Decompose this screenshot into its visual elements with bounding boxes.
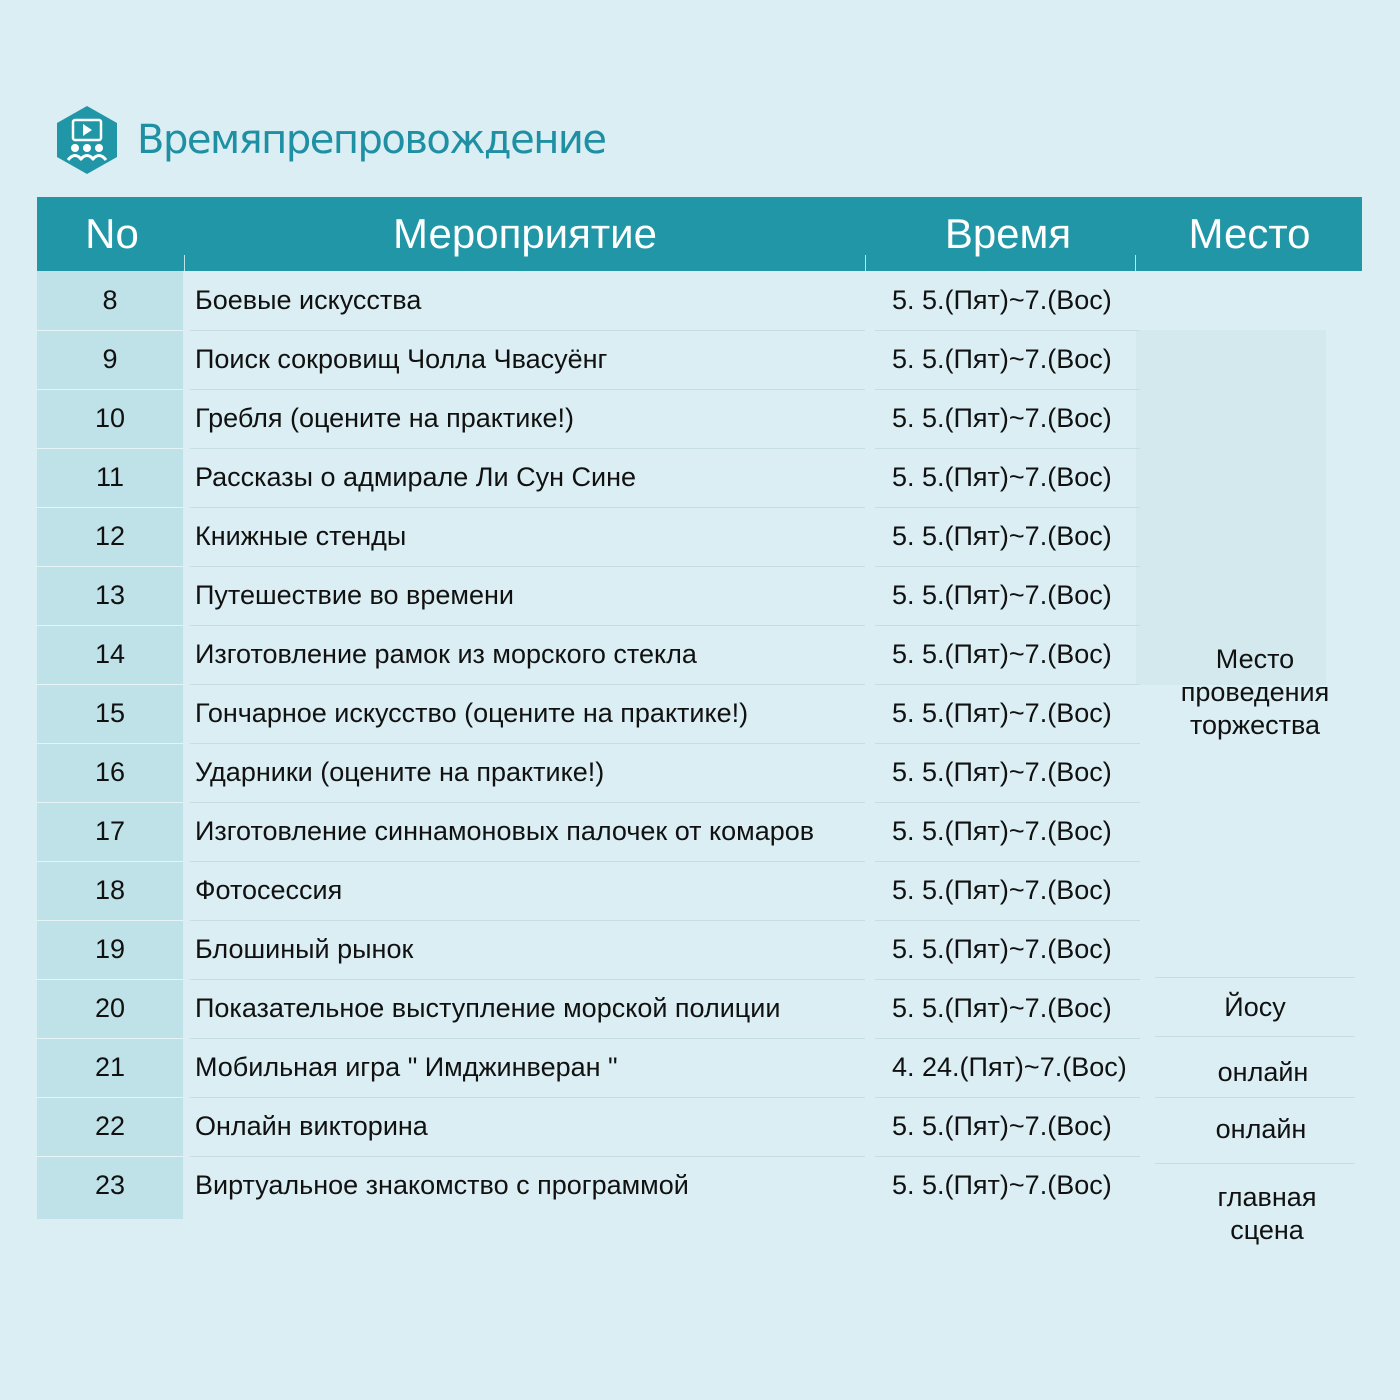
row-divider <box>190 1038 865 1039</box>
event-time: 5. 5.(Пят)~7.(Вос) <box>892 639 1112 669</box>
place-line: торжества <box>1189 710 1321 740</box>
event-time: 4. 24.(Пят)~7.(Вос) <box>892 1052 1127 1082</box>
event-name: Боевые искусства <box>195 285 422 315</box>
row-divider <box>37 389 183 390</box>
row-number: 16 <box>94 757 126 787</box>
row-number: 13 <box>94 580 126 610</box>
row-divider <box>875 861 1140 862</box>
row-divider <box>190 448 865 449</box>
column-divider <box>1135 255 1136 271</box>
row-divider <box>190 1156 865 1157</box>
event-name: Поиск сокровищ Чолла Чвасуёнг <box>195 344 608 374</box>
row-number: 22 <box>94 1111 126 1141</box>
place-line: сцена <box>1230 1215 1304 1245</box>
row-number: 20 <box>94 993 126 1023</box>
row-divider <box>1155 1163 1355 1164</box>
row-divider <box>875 743 1140 744</box>
row-number: 10 <box>94 403 126 433</box>
column-header-event: Мероприятие <box>393 210 657 257</box>
row-divider <box>37 684 183 685</box>
place-yeosu: Йосу <box>1224 992 1286 1022</box>
event-name: Изготовление рамок из морского стекла <box>195 639 697 669</box>
event-name: Гончарное искусство (оцените на практике!) <box>195 698 749 728</box>
row-divider <box>37 1038 183 1039</box>
event-time: 5. 5.(Пят)~7.(Вос) <box>892 993 1112 1023</box>
event-time: 5. 5.(Пят)~7.(Вос) <box>892 875 1112 905</box>
column-header-no: No <box>85 210 139 257</box>
event-time: 5. 5.(Пят)~7.(Вос) <box>892 934 1112 964</box>
row-number: 18 <box>94 875 126 905</box>
row-divider <box>37 743 183 744</box>
event-name: Виртуальное знакомство с программой <box>195 1170 689 1200</box>
table-row <box>0 920 1400 979</box>
place-online: онлайн <box>1215 1114 1307 1144</box>
row-divider <box>190 861 865 862</box>
place-festival <box>1150 643 1360 742</box>
event-time: 5. 5.(Пят)~7.(Вос) <box>892 1170 1112 1200</box>
place-line: проведения <box>1180 677 1330 707</box>
row-number: 8 <box>102 285 118 315</box>
row-divider <box>37 920 183 921</box>
event-name: Путешествие во времени <box>195 580 514 610</box>
row-number: 17 <box>94 816 126 846</box>
row-divider <box>37 1156 183 1157</box>
column-divider <box>184 255 185 271</box>
row-divider <box>37 566 183 567</box>
place-line: главная <box>1217 1182 1317 1212</box>
event-time: 5. 5.(Пят)~7.(Вос) <box>892 1111 1112 1141</box>
event-name: Книжные стенды <box>195 521 407 551</box>
row-divider <box>875 1156 1140 1157</box>
column-header-place: Место <box>1188 210 1311 257</box>
row-divider <box>37 507 183 508</box>
row-number: 23 <box>94 1170 126 1200</box>
column-header-time: Время <box>944 210 1072 257</box>
table-row <box>0 802 1400 861</box>
row-divider <box>190 389 865 390</box>
row-divider <box>875 330 1140 331</box>
row-divider <box>190 979 865 980</box>
event-time: 5. 5.(Пят)~7.(Вос) <box>892 344 1112 374</box>
event-time: 5. 5.(Пят)~7.(Вос) <box>892 285 1112 315</box>
event-time: 5. 5.(Пят)~7.(Вос) <box>892 521 1112 551</box>
row-divider <box>190 625 865 626</box>
row-divider <box>1155 1036 1355 1037</box>
row-divider <box>875 566 1140 567</box>
row-divider <box>875 979 1140 980</box>
row-divider <box>37 1097 183 1098</box>
table-row <box>0 743 1400 802</box>
row-divider <box>190 743 865 744</box>
row-divider <box>875 625 1140 626</box>
page-title: Времяпрепровождение <box>137 117 606 163</box>
row-divider <box>37 861 183 862</box>
row-divider <box>875 389 1140 390</box>
row-divider <box>190 566 865 567</box>
place-line: Место <box>1215 644 1295 674</box>
table-row <box>0 507 1400 566</box>
row-divider <box>37 448 183 449</box>
table-row <box>0 389 1400 448</box>
table-header <box>37 197 1362 271</box>
row-divider <box>37 625 183 626</box>
event-time: 5. 5.(Пят)~7.(Вос) <box>892 403 1112 433</box>
row-divider <box>190 507 865 508</box>
row-divider <box>875 802 1140 803</box>
table-row <box>0 271 1400 330</box>
table-row <box>0 861 1400 920</box>
row-divider <box>875 448 1140 449</box>
row-number: 21 <box>94 1052 126 1082</box>
row-divider <box>37 979 183 980</box>
row-divider <box>37 802 183 803</box>
event-time: 5. 5.(Пят)~7.(Вос) <box>892 580 1112 610</box>
row-divider <box>190 684 865 685</box>
row-divider <box>875 684 1140 685</box>
row-divider <box>37 330 183 331</box>
table-row <box>0 448 1400 507</box>
event-name: Онлайн викторина <box>195 1111 428 1141</box>
place-online: онлайн <box>1217 1057 1309 1087</box>
row-number: 14 <box>94 639 126 669</box>
column-divider <box>865 255 866 271</box>
row-divider <box>875 920 1140 921</box>
people-play-icon <box>55 104 119 176</box>
event-name: Изготовление синнамоновых палочек от комаров <box>195 816 815 846</box>
event-name: Рассказы о адмирале Ли Сун Сине <box>195 462 636 492</box>
event-time: 5. 5.(Пят)~7.(Вос) <box>892 698 1112 728</box>
row-number: 15 <box>94 698 126 728</box>
event-name: Мобильная игра " Имджинверан " <box>195 1052 618 1082</box>
row-divider <box>1155 1097 1355 1098</box>
event-name: Гребля (оцените на практике!) <box>195 403 574 433</box>
row-number: 12 <box>94 521 126 551</box>
event-name: Блошиный рынок <box>195 934 414 964</box>
table-row <box>0 566 1400 625</box>
row-number: 11 <box>95 462 125 492</box>
row-divider <box>875 507 1140 508</box>
event-name: Показательное выступление морской полиции <box>195 993 781 1023</box>
row-divider <box>190 1097 865 1098</box>
row-divider <box>190 920 865 921</box>
row-divider <box>190 330 865 331</box>
place-main-stage <box>1162 1181 1372 1247</box>
event-time: 5. 5.(Пят)~7.(Вос) <box>892 816 1112 846</box>
event-time: 5. 5.(Пят)~7.(Вос) <box>892 462 1112 492</box>
row-number: 19 <box>94 934 126 964</box>
page-header <box>55 104 605 176</box>
event-name: Фотосессия <box>195 875 343 905</box>
row-number: 9 <box>102 344 118 374</box>
event-time: 5. 5.(Пят)~7.(Вос) <box>892 757 1112 787</box>
event-name: Ударники (оцените на практике!) <box>195 757 605 787</box>
table-row <box>0 330 1400 389</box>
row-divider <box>1155 977 1355 978</box>
row-divider <box>875 1097 1140 1098</box>
row-divider <box>875 1038 1140 1039</box>
row-divider <box>190 802 865 803</box>
